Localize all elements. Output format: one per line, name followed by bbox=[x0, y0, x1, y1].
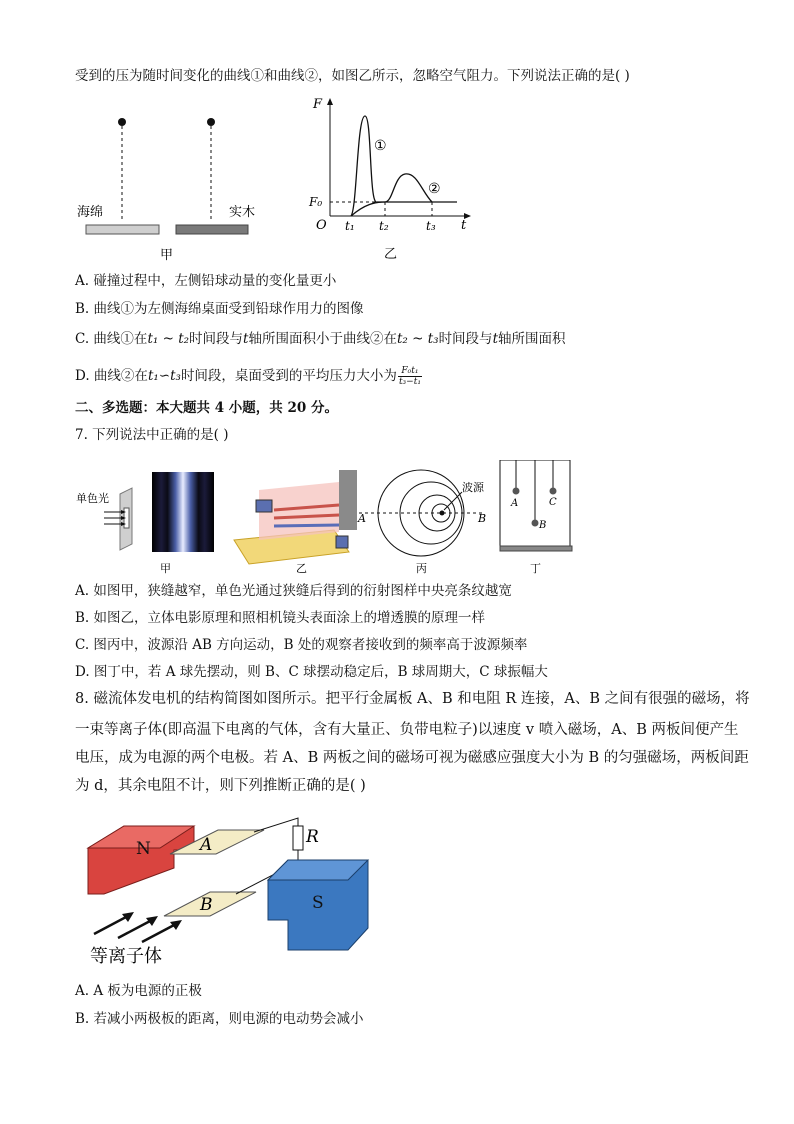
q6-graph-yi bbox=[305, 94, 480, 264]
curve-2 bbox=[351, 174, 432, 216]
yi-label: 乙 bbox=[296, 562, 307, 575]
q7-option-d: D. 图丁中，若 A 球先摆动，则 B、C 球摆动稳定后，B 球周期大，C 球振幅大 bbox=[75, 664, 548, 680]
q6-option-c: C. 曲线①在t₁ ~ t₂时间段与t轴所围面积小于曲线②在t₂ ~ t₃时间段与t轴所围面积 bbox=[75, 331, 566, 347]
t3-label: t₃ bbox=[426, 219, 436, 233]
pendulum-A-label: A bbox=[511, 498, 519, 509]
resistor-R bbox=[293, 826, 303, 850]
jia-label: 甲 bbox=[160, 248, 174, 263]
right-ball-icon bbox=[207, 118, 215, 126]
q6-stem: 受到的压为随时间变化的曲线①和曲线②，如图乙所示，忽略空气阻力。下列说法正确的是( ) bbox=[75, 68, 630, 84]
average-force-fraction: $\frac{\text{F₀t₁}}{\text{t₃−t₁}}$ bbox=[398, 366, 421, 387]
wood-plate bbox=[176, 225, 248, 234]
F0-label: F₀ bbox=[309, 195, 323, 209]
q8-figure bbox=[84, 808, 394, 973]
q8-option-a: A. A 板为电源的正极 bbox=[75, 983, 202, 999]
q8-stem-line2: 一束等离子体(即高温下电离的气体，含有大量正、负带电粒子)以速度 v 喷入磁场，A、B 两板间便产生 bbox=[75, 722, 739, 738]
wave-source-label: 波源 bbox=[462, 481, 484, 494]
pendulum-C-ball bbox=[550, 488, 557, 495]
q6-option-d: D. 曲线②在t₁∽t₃时间段，桌面受到的平均压力大小为 $\frac{\text{F₀t₁}}{\text{t₃−t₁}}$ bbox=[75, 366, 421, 387]
pendulum-B-ball bbox=[532, 520, 539, 527]
t1-label: t₁ bbox=[345, 219, 355, 233]
jia-label: 甲 bbox=[160, 562, 171, 575]
cinema-screen bbox=[339, 470, 357, 530]
q7-stem: 7. 下列说法中正确的是( ) bbox=[75, 427, 229, 443]
origin-label: O bbox=[316, 218, 327, 233]
resistor-R-label: R bbox=[306, 827, 319, 847]
point-A-label: A bbox=[358, 512, 366, 525]
q6-figure-jia bbox=[74, 110, 264, 265]
bing-label: 丙 bbox=[416, 562, 427, 575]
pendulum-A-ball bbox=[513, 488, 520, 495]
N-label: N bbox=[136, 839, 151, 859]
wire-top bbox=[254, 818, 298, 832]
q6-option-b: B. 曲线①为左侧海绵桌面受到铅球作用力的图像 bbox=[75, 301, 364, 317]
curve-1-label: ① bbox=[374, 138, 387, 154]
sponge-plate bbox=[86, 225, 159, 234]
axis-t-label: t bbox=[461, 218, 467, 233]
ding-label: 丁 bbox=[530, 562, 541, 575]
diffraction-pattern bbox=[152, 472, 214, 552]
q7-option-a: A. 如图甲，狭缝越窄，单色光通过狭缝后得到的衍射图样中央亮条纹越宽 bbox=[75, 583, 512, 599]
axis-F-label: F bbox=[313, 97, 323, 112]
q7-option-b: B. 如图乙，立体电影原理和照相机镜头表面涂上的增透膜的原理一样 bbox=[75, 610, 486, 626]
curve-2-label: ② bbox=[428, 181, 441, 197]
S-label: S bbox=[312, 893, 324, 913]
q7-option-c: C. 图丙中，波源沿 AB 方向运动，B 处的观察者接收到的频率高于波源频率 bbox=[75, 637, 528, 653]
q7-figures bbox=[74, 460, 584, 578]
q8-stem-line4: 为 d，其余电阻不计，则下列推断正确的是( ) bbox=[75, 778, 366, 794]
pendulum-B-label: B bbox=[539, 520, 547, 531]
wave-source-dot bbox=[440, 511, 445, 516]
section-heading: 二、多选题：本大题共 4 小题，共 20 分。 bbox=[75, 400, 338, 416]
projector-left-icon bbox=[256, 500, 272, 512]
wood-label: 实木 bbox=[229, 205, 256, 220]
y-axis-arrow-icon bbox=[327, 98, 333, 105]
sponge-label: 海绵 bbox=[77, 205, 104, 220]
pendulum-C-label: C bbox=[549, 497, 557, 508]
mono-light-label: 单色光 bbox=[76, 492, 109, 505]
curve-1 bbox=[351, 116, 457, 216]
plasma-label: 等离子体 bbox=[90, 946, 162, 967]
q8-stem-line1: 8. 磁流体发电机的结构简图如图所示。把平行金属板 A、B 和电阻 R 连接，A、B 之间有很强的磁场，将 bbox=[75, 691, 750, 707]
point-B-label: B bbox=[478, 512, 487, 525]
q8-stem-line3: 电压，成为电源的两个电极。若 A、B 两板之间的磁场可视为磁感应强度大小为 B 的匀强磁场，两板间距 bbox=[75, 750, 749, 766]
t2-label: t₂ bbox=[379, 219, 389, 233]
yi-label: 乙 bbox=[384, 247, 398, 262]
q8-option-b: B. 若减小两极板的距离，则电源的电动势会减小 bbox=[75, 1011, 364, 1027]
q6-option-a: A. 碰撞过程中，左侧铅球动量的变化量更小 bbox=[75, 273, 337, 289]
plate-B-label: B bbox=[200, 895, 213, 915]
plate-A-label: A bbox=[200, 835, 213, 855]
projector-right-icon bbox=[336, 536, 348, 548]
left-ball-icon bbox=[118, 118, 126, 126]
